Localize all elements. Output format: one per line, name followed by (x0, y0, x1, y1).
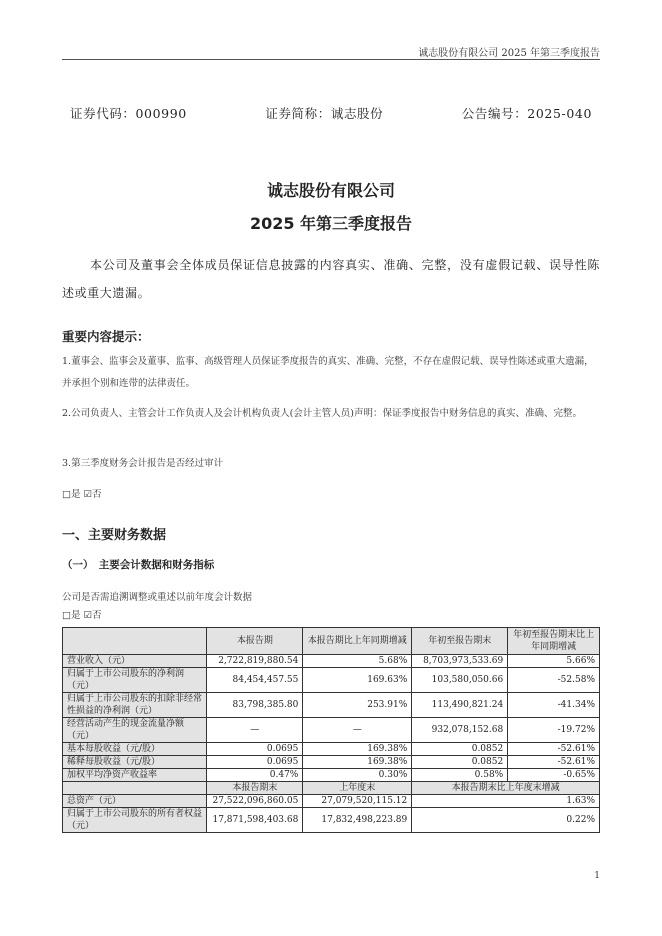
important-item-1: 1.董事会、监事会及董事、监事、高级管理人员保证季度报告的真实、准确、完整，不存在虚假记载、误导性陈述或重大遗漏，并承担个别和连带的法律责任。 (62, 356, 594, 389)
stock-code: 证券代码：000990 (70, 106, 187, 121)
table-cell: 0.0852 (412, 743, 508, 756)
table-row (63, 769, 600, 782)
table-cell: 2,722,819,880.54 (207, 655, 303, 668)
table-cell: 27,522,096,860.05 (207, 795, 303, 808)
column-header (63, 628, 207, 655)
running-header: 诚志股份有限公司 2025 年第三季度报告 (418, 48, 600, 59)
table-header-row-2 (63, 782, 600, 795)
table-row (63, 756, 600, 769)
table-cell: 8,703,973,533.69 (412, 655, 508, 668)
row-label: 归属于上市公司股东的扣除非经常性损益的净利润（元） (63, 693, 207, 718)
restatement-answer: □是 ☑否 (62, 610, 102, 621)
table-row (63, 668, 600, 693)
header-divider (62, 59, 600, 60)
table-cell: 0.22% (412, 808, 600, 833)
table-cell: — (207, 718, 303, 743)
column-header: 本报告期末 (207, 782, 303, 795)
table-cell: 17,832,498,223.89 (303, 808, 412, 833)
row-label: 加权平均净资产收益率 (63, 769, 207, 782)
important-item-2: 2.公司负责人、主管会计工作负责人及会计机构负责人(会计主管人员)声明：保证季度报告中财务信息的真实、准确、完整。 (62, 408, 582, 419)
audit-answer: □是 ☑否 (62, 489, 102, 500)
section-1-heading: 一、主要财务数据 (62, 528, 167, 543)
row-label: 归属于上市公司股东的所有者权益（元） (63, 808, 207, 833)
column-header: 本报告期末比上年度末增减 (412, 782, 600, 795)
table-cell: -19.72% (508, 718, 600, 743)
table-row (63, 655, 600, 668)
subsection-1-heading: （一） 主要会计数据和财务指标 (62, 559, 215, 571)
table-row (63, 743, 600, 756)
table-cell: 1.63% (412, 795, 600, 808)
table-cell: -52.61% (508, 756, 600, 769)
table-cell: -52.61% (508, 743, 600, 756)
table-cell: — (303, 718, 412, 743)
important-heading: 重要内容提示： (62, 329, 150, 344)
board-statement: 本公司及董事会全体成员保证信息披露的内容真实、准确、完整，没有虚假记载、误导性陈述或重大遗漏。 (62, 258, 600, 300)
row-label: 经营活动产生的现金流量净额（元） (63, 718, 207, 743)
table-row (63, 808, 600, 833)
table-header-row (63, 628, 600, 655)
report-title: 2025 年第三季度报告 (249, 214, 413, 233)
table-row (63, 795, 600, 808)
notice-number: 公告编号：2025-040 (461, 106, 592, 121)
row-label: 归属于上市公司股东的净利润（元） (63, 668, 207, 693)
table-row (63, 718, 600, 743)
table-cell: 17,871,598,403.68 (207, 808, 303, 833)
table-cell: 0.0695 (207, 756, 303, 769)
table-row (63, 693, 600, 718)
stock-name: 证券简称：诚志股份 (265, 106, 384, 121)
table-cell: 5.68% (303, 655, 412, 668)
table-cell: 0.47% (207, 769, 303, 782)
important-item-3: 3.第三季度财务会计报告是否经过审计 (62, 458, 224, 469)
table-cell: 0.0852 (412, 756, 508, 769)
table-cell: 84,454,457.55 (207, 668, 303, 693)
row-label: 总资产（元） (63, 795, 207, 808)
document-meta (70, 104, 592, 122)
table-cell: -0.65% (508, 769, 600, 782)
column-header (63, 782, 207, 795)
column-header: 年初至报告期末 (412, 628, 508, 655)
table-cell: 169.38% (303, 756, 412, 769)
restatement-question: 公司是否需追溯调整或重述以前年度会计数据 (62, 592, 253, 603)
table-cell: 169.63% (303, 668, 412, 693)
table-cell: 0.30% (303, 769, 412, 782)
table-cell: 103,580,050.66 (412, 668, 508, 693)
column-header: 本报告期比上年同期增减 (303, 628, 412, 655)
table-cell: 0.58% (412, 769, 508, 782)
table-cell: 83,798,385.80 (207, 693, 303, 718)
table-cell: -41.34% (508, 693, 600, 718)
table-cell: 0.0695 (207, 743, 303, 756)
column-header: 上年度末 (303, 782, 412, 795)
table-cell: 113,490,821.24 (412, 693, 508, 718)
table-cell: 5.66% (508, 655, 600, 668)
table-cell: 253.91% (303, 693, 412, 718)
page-number: 1 (594, 871, 600, 881)
financial-data-table (62, 627, 600, 833)
table-cell: 169.38% (303, 743, 412, 756)
column-header: 本报告期 (207, 628, 303, 655)
table-cell: -52.58% (508, 668, 600, 693)
table-cell: 27,079,520,115.12 (303, 795, 412, 808)
row-label: 基本每股收益（元/股） (63, 743, 207, 756)
table-cell: 932,078,152.68 (412, 718, 508, 743)
row-label: 营业收入（元） (63, 655, 207, 668)
row-label: 稀释每股收益（元/股） (63, 756, 207, 769)
company-title: 诚志股份有限公司 (266, 181, 395, 200)
column-header: 年初至报告期末比上年同期增减 (508, 628, 600, 655)
